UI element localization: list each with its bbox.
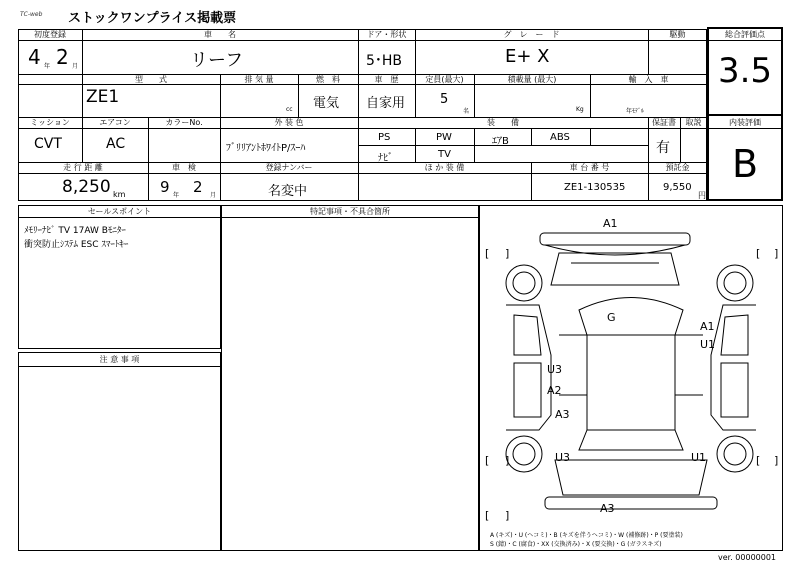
drive-label: 駆動 xyxy=(669,30,686,39)
damage-mark-roof: G xyxy=(607,311,616,324)
logo: TC-web xyxy=(20,11,43,18)
vehicle-type-label: 車 歴 xyxy=(374,75,399,84)
manual-label: 取説 xyxy=(685,118,702,127)
warranty-label: 保証書 xyxy=(652,118,676,127)
bracket-br-open: [ xyxy=(756,454,761,467)
sales-point-line-2: 衝突防止ｼｽﾃﾑ ESC ｽﾏｰﾄｷｰ xyxy=(24,240,129,250)
km-unit: km xyxy=(113,190,126,199)
exterior-color-label: 外 装 色 xyxy=(274,118,304,127)
persons-unit: 名 xyxy=(463,108,470,115)
aircon-value: AC xyxy=(106,136,126,152)
damage-mark-right-a1: A1 xyxy=(700,320,715,333)
bracket-bl-close: ] xyxy=(505,454,510,467)
bracket-tl-open: [ xyxy=(485,247,490,260)
exterior-color-value: ﾌﾞﾘﾘｱﾝﾄﾎﾜｲﾄP/ｽｰﾊ xyxy=(226,143,306,154)
page-title: ストックワンプライス掲載票 xyxy=(68,11,237,26)
model-value: ZE1 xyxy=(86,87,120,107)
equipment-ps: PS xyxy=(378,132,391,143)
other-equipment-label: ほ か 装 備 xyxy=(424,163,465,172)
equipment-pw: PW xyxy=(436,132,452,143)
inspection-month: 2 xyxy=(193,178,203,196)
chassis-no-value: ZE1-130535 xyxy=(564,182,626,193)
special-notes-panel xyxy=(221,205,479,551)
mileage-value: 8,250 xyxy=(62,177,111,197)
bracket-tr-close: ] xyxy=(774,247,779,260)
deposit-label: 預託金 xyxy=(665,163,690,172)
load-label: 積載量 (最大) xyxy=(507,75,557,84)
inspection-month-unit: 月 xyxy=(210,192,217,199)
overall-score-label: 総合評価点 xyxy=(725,30,765,39)
first-reg-month: 2 xyxy=(56,45,69,69)
equipment-tv: TV xyxy=(438,149,451,160)
grade-value: E+ X xyxy=(505,46,550,67)
door-shape-value: 5･HB xyxy=(366,53,403,69)
damage-mark-rear-right-u1: U1 xyxy=(691,451,707,464)
yen-unit: 円 xyxy=(698,191,706,200)
warranty-value: 有 xyxy=(656,140,670,156)
damage-mark-left-u3: U3 xyxy=(547,363,563,376)
chassis-no-label: 車 台 番 号 xyxy=(569,163,610,172)
inspection-year-unit: 年 xyxy=(173,192,180,199)
import-label: 輸 入 車 xyxy=(628,75,669,84)
interior-score-label: 内装評価 xyxy=(729,118,761,127)
displacement-label: 排 気 量 xyxy=(244,75,274,84)
kg-unit: Kg xyxy=(576,106,584,113)
legend-line-2: S (錆)・C (腐食)・XX (交換済み)・X (要交換)・G (ガラスキズ) xyxy=(490,541,662,548)
aircon-label: エアコン xyxy=(99,118,131,127)
model-label: 型 式 xyxy=(135,75,167,84)
bracket-bottom-close: ] xyxy=(505,509,510,522)
damage-mark-left-a3: A3 xyxy=(555,408,570,421)
inspection-label: 車 検 xyxy=(172,163,196,172)
car-body-diagram xyxy=(479,205,783,551)
overall-score-value: 3.5 xyxy=(717,51,773,91)
damage-mark-rear-left-u3: U3 xyxy=(555,451,571,464)
fuel-value: 電気 xyxy=(313,96,340,111)
equipment-abs: ABS xyxy=(550,132,570,143)
bracket-bl-open: [ xyxy=(485,454,490,467)
equipment-navi: ﾅﾋﾞ xyxy=(378,153,393,164)
capacity-label: 定員(最大) xyxy=(425,75,464,84)
cc-unit: cc xyxy=(286,106,293,113)
equipment-label: 装 備 xyxy=(487,118,519,127)
first-reg-label: 初度登録 xyxy=(34,30,66,39)
interior-score-value: B xyxy=(731,142,759,186)
damage-mark-front: A1 xyxy=(603,217,618,230)
bracket-tr-open: [ xyxy=(756,247,761,260)
sales-points-label: セールスポイント xyxy=(87,207,152,216)
legend-line-1: A (キズ)・U (ヘコミ)・B (キズを伴うヘコミ)・W (補修跡)・P (要塗装) xyxy=(490,532,683,539)
month-unit: 月 xyxy=(72,63,79,70)
bracket-br-close: ] xyxy=(774,454,779,467)
mission-label: ミッション xyxy=(30,118,70,127)
caution-panel xyxy=(18,352,221,551)
first-reg-year: 4 xyxy=(28,45,41,69)
special-notes-label: 特記事項・不具合箇所 xyxy=(310,207,390,216)
bracket-bottom-open: [ xyxy=(485,509,490,522)
mission-value: CVT xyxy=(34,136,62,152)
bracket-tl-close: ] xyxy=(505,247,510,260)
year-unit: 年 xyxy=(44,63,51,70)
damage-mark-rear: A3 xyxy=(600,502,615,515)
sales-point-line-1: ﾒﾓﾘｰﾅﾋﾞ TV 17AW Bﾓﾆﾀｰ xyxy=(24,226,126,236)
door-shape-label: ドア・形状 xyxy=(366,30,407,39)
caution-label: 注 意 事 項 xyxy=(99,355,140,364)
version-label: ver. 00000001 xyxy=(718,553,777,562)
vehicle-name-value: リーフ xyxy=(190,50,244,71)
color-no-label: カラーNo. xyxy=(165,118,203,127)
inspection-year: 9 xyxy=(160,178,170,196)
vehicle-type-value: 自家用 xyxy=(366,96,406,111)
model-year-unit: 年ﾓﾃﾞﾙ xyxy=(626,108,645,115)
fuel-label: 燃 料 xyxy=(316,75,340,84)
deposit-value: 9,550 xyxy=(663,182,692,193)
vehicle-name-label: 車 名 xyxy=(204,30,236,39)
info-table xyxy=(18,29,707,201)
damage-mark-right-u1: U1 xyxy=(700,338,716,351)
mileage-label: 走 行 距 離 xyxy=(63,163,103,172)
reg-number-label: 登録ナンバー xyxy=(265,163,313,172)
damage-mark-left-a2: A2 xyxy=(547,384,562,397)
capacity-value: 5 xyxy=(440,92,449,107)
grade-label: グ レ ー ド xyxy=(503,30,560,39)
reg-number-value: 名変中 xyxy=(268,184,308,199)
equipment-airbag: ｴｱB xyxy=(492,136,509,147)
